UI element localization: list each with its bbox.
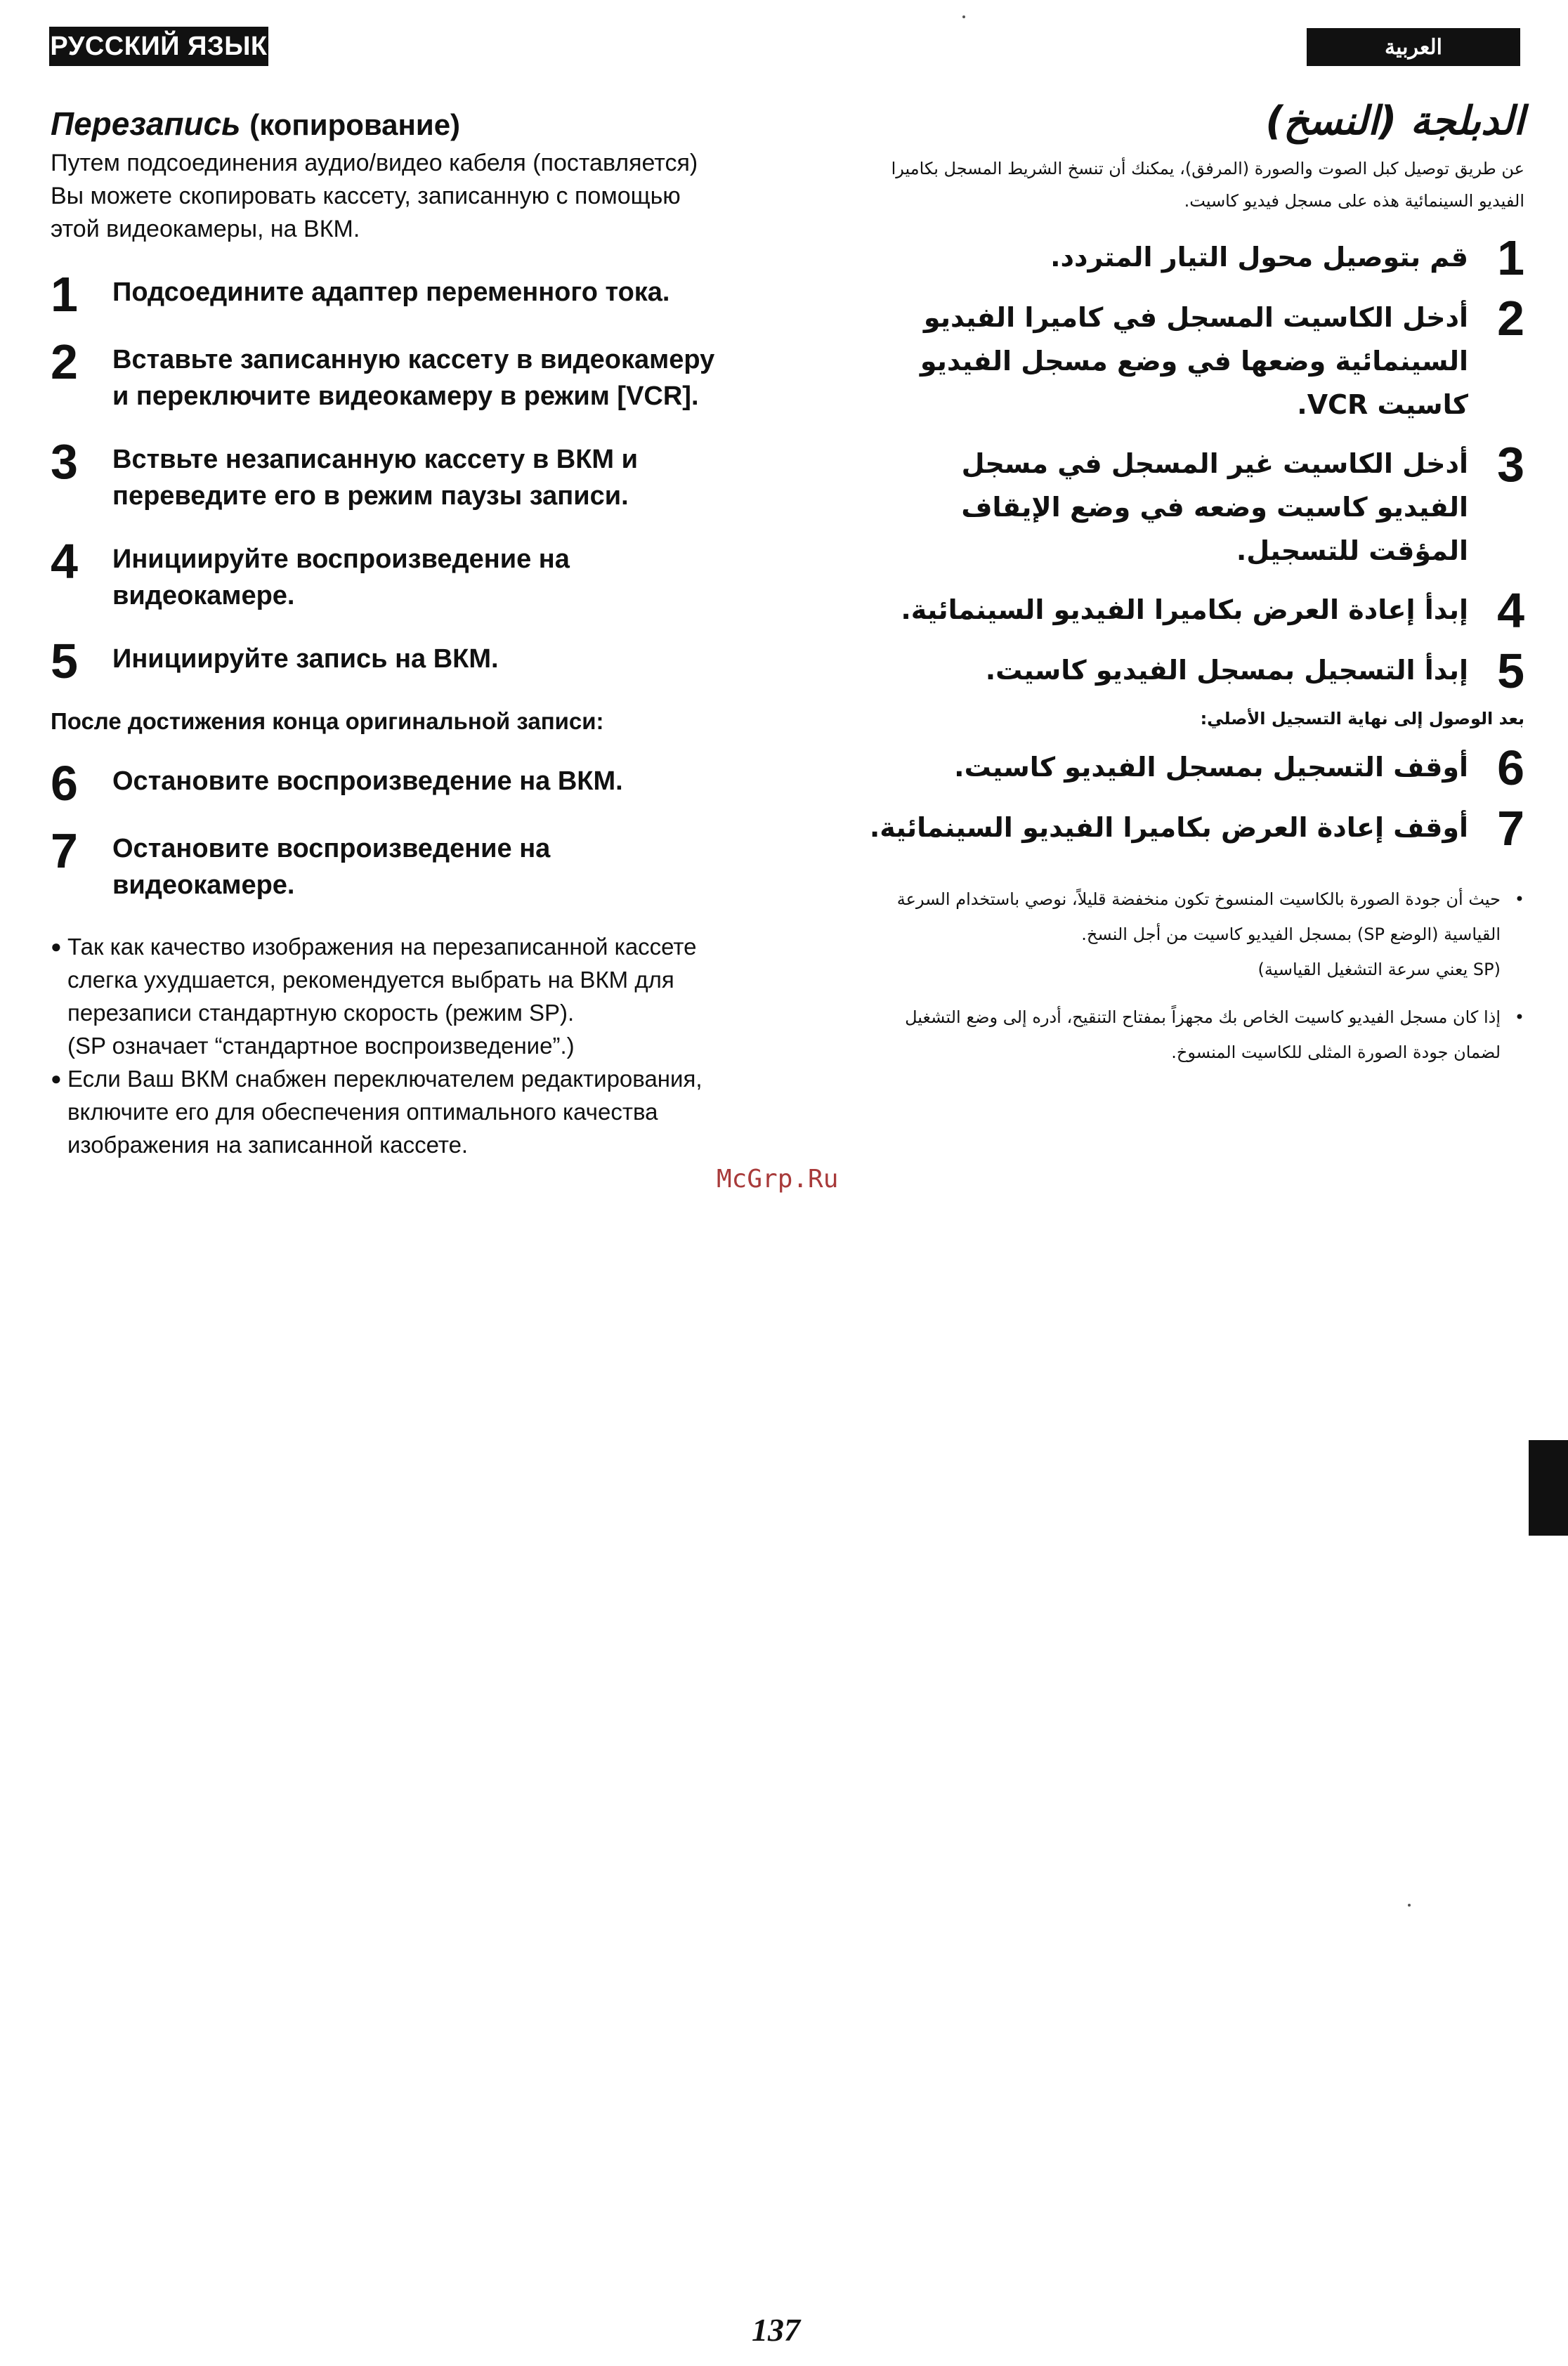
- ar-step-4: [864, 583, 1524, 638]
- ar-step-2: [864, 291, 1524, 426]
- ar-section-title: الدبلجة (النسخ): [1265, 98, 1524, 144]
- ru-step-text: Вствьте незаписанную кассету в ВКМ и переведите его в режим паузы записи.: [112, 444, 638, 511]
- ar-note-1-sub: (SP يعني سرعة التشغيل القياسية): [1257, 960, 1501, 979]
- ru-step-3: [51, 433, 725, 514]
- ar-note-text: إذا كان مسجل الفيديو كاسيت الخاص بك مجهزاً بمفتاح التنقيح، أدره إلى وضع التشغيل لضمان جودة الصورة المثلى للكاسيت المنسوخ.: [905, 1007, 1501, 1062]
- ru-step-6: [51, 755, 725, 811]
- ar-step-1: [864, 230, 1524, 285]
- ar-note-1: [864, 882, 1524, 952]
- ru-note-2: [51, 1062, 725, 1161]
- bullet-icon: ●: [51, 935, 62, 957]
- ru-step-text: Подсоедините адаптер переменного тока.: [112, 277, 670, 307]
- ar-step-5: [864, 643, 1524, 698]
- ar-step-text: أوقف التسجيل بمسجل الفيديو كاسيت.: [954, 752, 1468, 783]
- language-tab-russian: РУССКИЙ ЯЗЫК: [49, 27, 268, 66]
- ru-step-text: Остановите воспроизведение на ВКМ.: [112, 766, 623, 796]
- ru-section-title: [51, 105, 725, 143]
- ru-step-2: [51, 334, 725, 414]
- ru-after-label: После достижения конца оригинальной записи:: [51, 707, 604, 734]
- watermark: McGrp.Ru: [717, 1165, 839, 1194]
- ar-step-text: إبدأ التسجيل بمسجل الفيديو كاسيت.: [985, 655, 1468, 686]
- ar-step-7: [864, 801, 1524, 856]
- ar-note-2: [864, 1000, 1524, 1070]
- bullet-icon: ●: [51, 1067, 62, 1089]
- ar-step-text: أوقف إعادة العرض بكاميرا الفيديو السينمائية.: [869, 812, 1468, 843]
- page-edge-tab: [1529, 1440, 1568, 1536]
- ru-step-text: Вставьте записанную кассету в видеокамеру и переключите видеокамеру в режим [VCR].: [112, 344, 715, 411]
- ar-step-text: قم بتوصيل محول التيار المتردد.: [1050, 242, 1468, 273]
- scan-speck: [962, 15, 965, 18]
- ru-step-number: 3: [51, 433, 78, 489]
- language-tab-arabic: العربية: [1307, 28, 1520, 66]
- ar-step-number: 4: [1497, 583, 1524, 638]
- ar-after-label: بعد الوصول إلى نهاية التسجيل الأصلي:: [1200, 709, 1524, 728]
- ru-step-1: [51, 266, 725, 322]
- ar-step-number: 6: [1497, 740, 1524, 795]
- ar-step-number: 3: [1497, 437, 1524, 492]
- ru-step-text: Инициируйте запись на ВКМ.: [112, 643, 499, 674]
- ru-note-1: [51, 930, 725, 1029]
- ru-step-number: 6: [51, 755, 78, 811]
- ar-step-number: 5: [1497, 643, 1524, 698]
- ru-step-number: 1: [51, 266, 78, 322]
- ru-step-5: [51, 633, 725, 688]
- ar-step-text: أدخل الكاسيت غير المسجل في مسجل الفيديو كاسيت وضعه في وضع الإيقاف المؤقت للتسجيل.: [961, 448, 1468, 566]
- bullet-icon: •: [1514, 1007, 1524, 1027]
- ru-note-text: Так как качество изображения на перезаписанной кассете слегка ухудшается, рекомендуется выбрать на ВКМ для перезаписи стандартную скорость (режим SP).: [67, 933, 697, 1026]
- ar-step-text: أدخل الكاسيت المسجل في كاميرا الفيديو السينمائية وضعها في وضع مسجل الفيديو كاسيت VCR.: [920, 302, 1468, 420]
- ar-note-text: حيث أن جودة الصورة بالكاسيت المنسوخ تكون منخفضة قليلاً، نوصي باستخدام السرعة القياسية (الوضع SP) بمسجل الفيديو كاسيت من أجل النسخ.: [896, 889, 1501, 944]
- ru-step-number: 4: [51, 533, 78, 589]
- ar-step-number: 2: [1497, 291, 1524, 346]
- arabic-column: [864, 98, 1524, 1070]
- ru-step-7: [51, 823, 725, 903]
- ar-step-text: إبدأ إعادة العرض بكاميرا الفيديو السينمائية.: [901, 594, 1468, 625]
- ru-title-main: Перезапись: [51, 105, 241, 142]
- ar-notes: [864, 882, 1524, 1070]
- page-number: 137: [752, 2312, 800, 2348]
- scan-speck: [1408, 1904, 1411, 1907]
- ru-step-text: Инициируйте воспроизведение на видеокамере.: [112, 544, 570, 610]
- ru-intro: Путем подсоединения аудио/видео кабеля (поставляется) Вы можете скопировать кассету, записанную с помощью этой видеокамеры, на ВКМ.: [51, 149, 698, 242]
- ar-intro: عن طريق توصيل كبل الصوت والصورة (المرفق)، يمكنك أن تنسخ الشريط المسجل بكاميرا الفيديو السينمائية هذه على مسجل فيديو كاسيت.: [891, 159, 1524, 211]
- ru-step-number: 5: [51, 633, 78, 688]
- russian-column: [51, 105, 725, 1161]
- ru-note-1-sub: (SP означает “стандартное воспроизведение”.): [67, 1032, 575, 1059]
- ru-title-sub: (копирование): [249, 108, 461, 141]
- ru-note-text: Если Ваш ВКМ снабжен переключателем редактирования, включите его для обеспечения оптимального качества изображения на записанной кассете.: [67, 1065, 703, 1158]
- ru-step-number: 2: [51, 334, 78, 389]
- ar-step-6: [864, 740, 1524, 795]
- ru-step-4: [51, 533, 725, 614]
- ru-notes: [51, 930, 725, 1161]
- ru-step-number: 7: [51, 823, 78, 878]
- ar-step-3: [864, 437, 1524, 573]
- ru-step-text: Остановите воспроизведение на видеокамере.: [112, 833, 551, 900]
- ar-step-number: 7: [1497, 801, 1524, 856]
- bullet-icon: •: [1514, 889, 1524, 909]
- ar-step-number: 1: [1497, 230, 1524, 285]
